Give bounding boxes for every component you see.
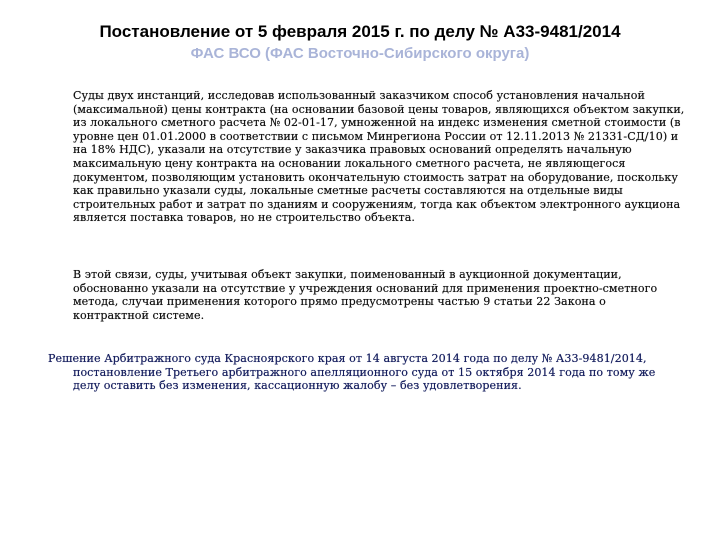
body-paragraph-conclusion: В этой связи, суды, учитывая объект закупки, поименованный в аукционной документации, обоснованно указали на отсутствие у учреждения оснований для применения проектно-сметного метода, случаи применения которого прямо предусмотрены частью 9 статьи 22 Закона о контрактной системе. <box>73 268 658 322</box>
body-paragraph-courts-analysis: Суды двух инстанций, исследовав использованный заказчиком способ установления начальной (максимальной) цены контракта (на основании базовой цены товаров, являющихся объектом закупки, из локального сметного расчета № 02-01-17, умноженной на индекс изменения сметной стоимости (в уровне цен 01.01.2000 в соответствии с письмом Минрегиона России от 12.11.2013 № 21331-СД/10) и на 18% НДС), указали на отсутствие у заказчика правовых оснований определять начальную максимальную цену контракта на основании локального сметного расчета, не являющегося документом, позволяющим установить окончательную стоимость затрат на оборудование, поскольку как правильно указали суды, локальные сметные расчеты составляются на отдельные виды строительных работ и затрат по зданиям и сооружениям, тогда как объектом электронного аукциона является поставка товаров, но не строительство объекта. <box>73 89 685 225</box>
document-title: Постановление от 5 февраля 2015 г. по делу № А33-9481/2014 <box>99 22 621 41</box>
decision-paragraph: Решение Арбитражного суда Красноярского края от 14 августа 2014 года по делу № А33-9481/2014, постановление Третьего арбитражного апелляционного суда от 15 октября 2014 года по тому же делу оставить без изменения, кассационную жалобу – без удовлетворения. <box>48 352 656 393</box>
court-subtitle: ФАС ВСО (ФАС Восточно-Сибирского округа) <box>190 45 530 62</box>
